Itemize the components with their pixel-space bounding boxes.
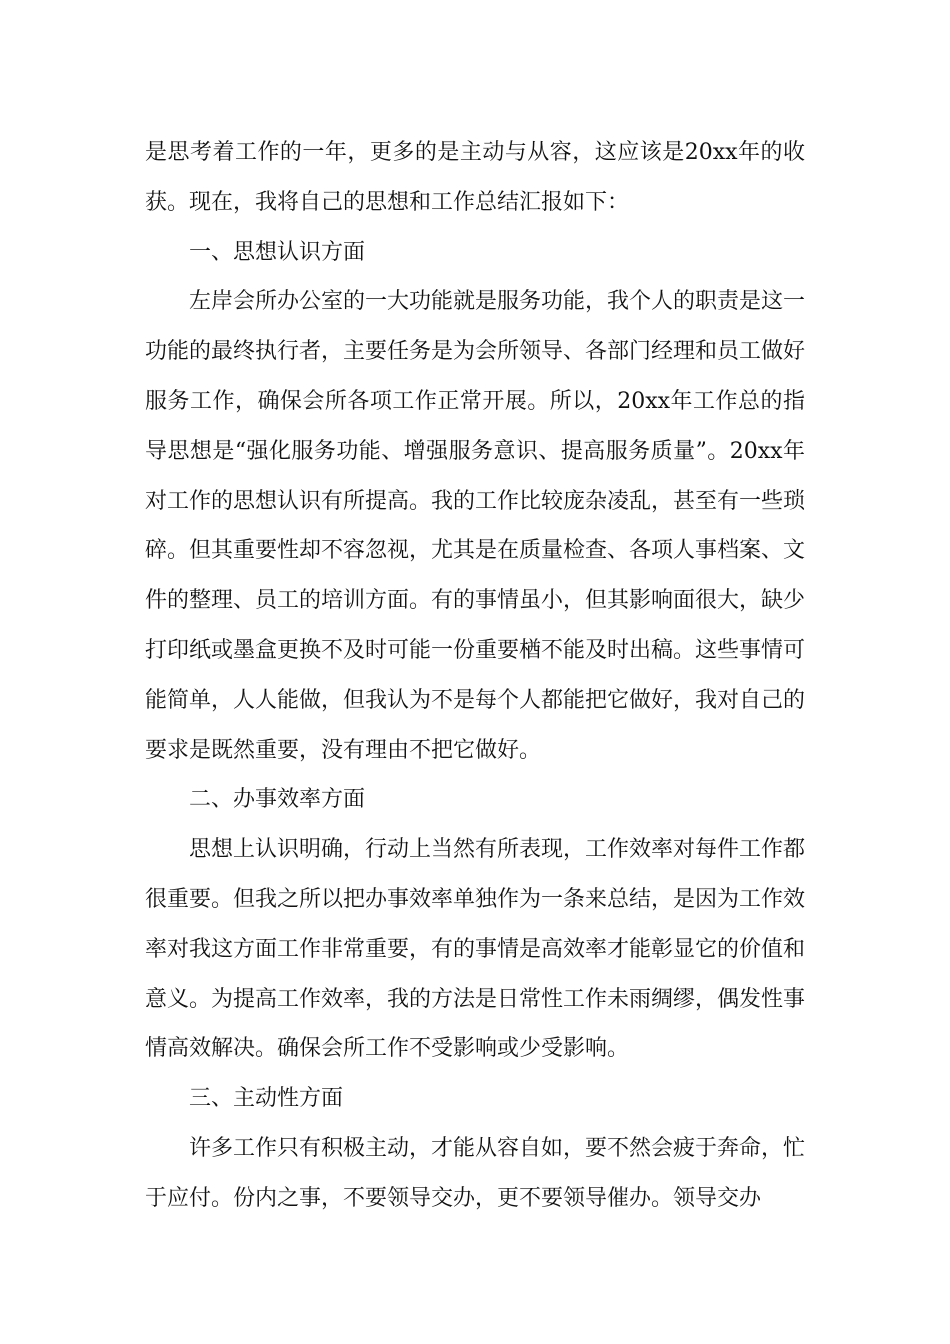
paragraph-intro-continuation: 是思考着工作的一年，更多的是主动与从容，这应该是20xx年的收获。现在，我将自己的思想和工作总结汇报如下： — [145, 140, 805, 215]
paragraph-efficiency: 思想上认识明确，行动上当然有所表现，工作效率对每件工作都很重要。但我之所以把办事效率单独作为一条来总结，是因为工作效率对我这方面工作非常重要，有的事情是高效率才能彰显它的价值和意义。为提高工作效率，我的方法是日常性工作未雨绸缪，偶发性事情高效解决。确保会所工作不受影响或少受影响。 — [145, 837, 806, 1062]
paragraph-ideology: 左岸会所办公室的一大功能就是服务功能，我个人的职责是这一功能的最终执行者，主要任务是为会所领导、各部门经理和员工做好服务工作，确保会所各项工作正常开展。所以，20xx年工作总的指导思想是“强化服务功能、增强服务意识、提高服务质量”。20xx年对工作的思想认识有所提高。我的工作比较庞杂凌乱，甚至有一些琐碎。但其重要性却不容忽视，尤其是在质量检查、各项人事档案、文件的整理、员工的培训方面。有的事情虽小，但其影响面很大，缺少打印纸或墨盒更换不及时可能一份重要楢不能及时出稿。这些事情可能简单，人人能做，但我认为不是每个人都能把它做好，我对自己的要求是既然重要，没有理由不把它做好。 — [145, 289, 806, 763]
section-heading-ideology: 一、思想认识方面 — [189, 239, 366, 265]
document-page — [145, 128, 805, 1224]
section-heading-efficiency: 二、办事效率方面 — [189, 787, 366, 813]
paragraph-initiative: 许多工作只有积极主动，才能从容自如，要不然会疲于奔命，忙于应付。份内之事，不要领导交办，更不要领导催办。领导交办 — [145, 1135, 806, 1211]
section-heading-initiative: 三、主动性方面 — [189, 1086, 344, 1112]
